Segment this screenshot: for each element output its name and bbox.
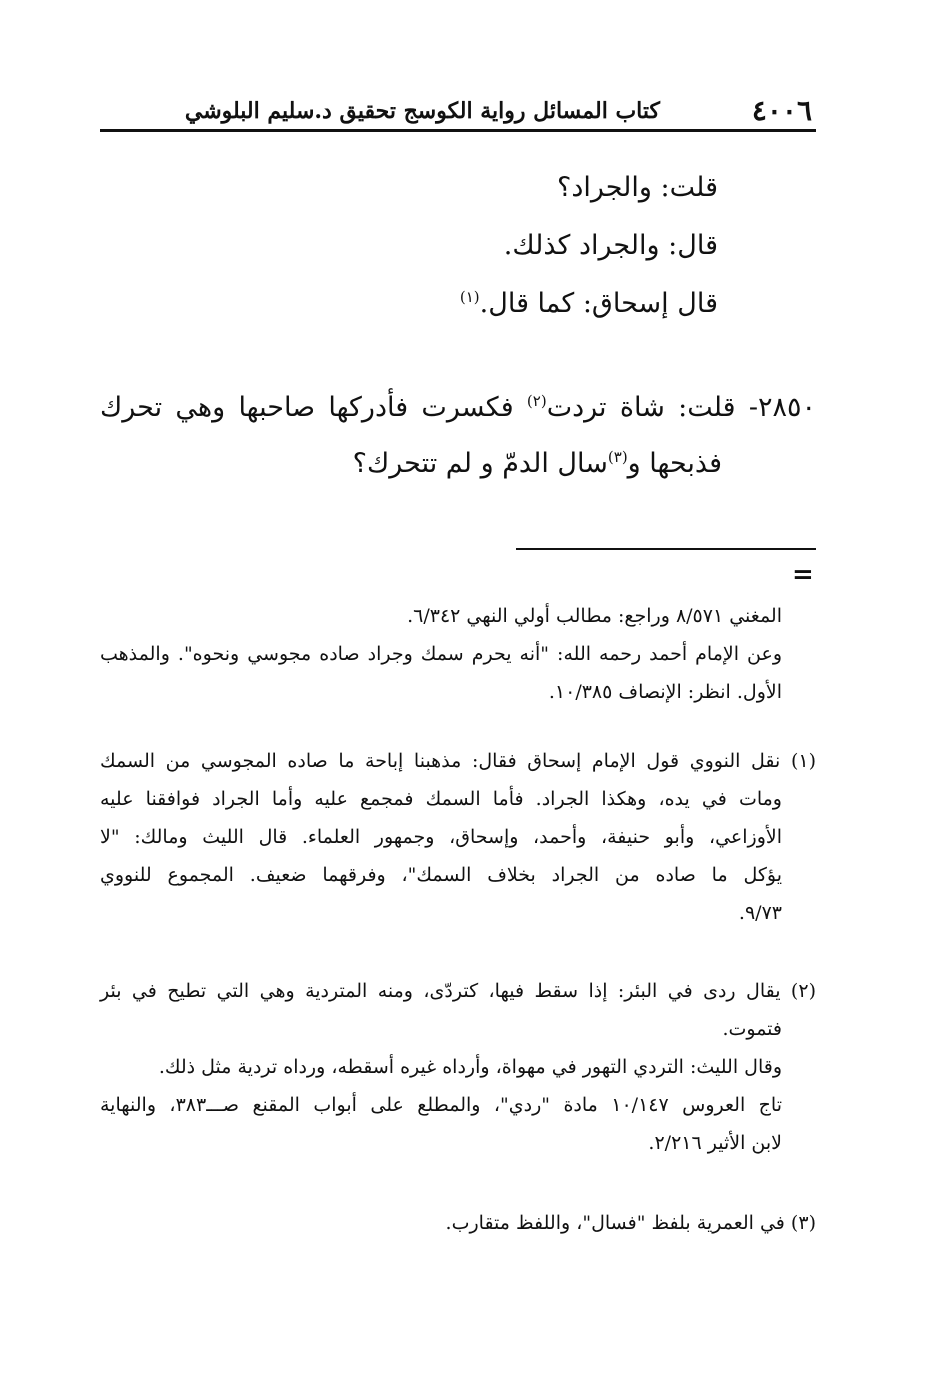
question-part-3: فذبحها و (627, 448, 722, 479)
question-line-2 (100, 436, 816, 492)
footnote-3-line-1: (٣) في العمرية بلفظ "فسال"، واللفظ متقارب. (445, 1212, 816, 1234)
footnote-2-line-4: تاج العروس ١٠/١٤٧ مادة "ردي"، والمطلع على أبواب المقنع صـــ٣٨٣، والنهاية (100, 1094, 782, 1116)
footnote-rule (516, 548, 816, 550)
main-line-3-text: قال إسحاق: كما قال. (479, 288, 718, 319)
footnote-2-line-5: لابن الأثير ٢/٢١٦. (648, 1132, 782, 1154)
footnote-1-line-4: يؤكل ما صاده من الجراد بخلاف السمك"، وفرقهما ضعيف. المجموع للنووي (100, 864, 782, 886)
footnote-1-line-2: ومات في يده، وهكذا الجراد. فأما السمك فمجمع عليه وأما الجراد فوافقنا عليه (100, 788, 782, 810)
footnote-ref-1: (١) (459, 288, 480, 306)
question-line-1 (100, 380, 816, 436)
footnote-cont-line-3: الأول. انظر: الإنصاف ١٠/٣٨٥. (548, 681, 782, 703)
footnote-cont-line-2: وعن الإمام أحمد رحمه الله: "أنه يحرم سمك وجراد صاده مجوسي ونحوه". والمذهب (100, 643, 782, 665)
footnote-ref-2: (٢) (526, 392, 547, 410)
footnote-2-line-1: (٢) يقال ردى في البئر: إذا سقط فيها، كتردّى، ومنه المتردية وهي التي تطيح في بئر (100, 980, 816, 1002)
running-title: كتاب المسائل رواية الكوسج تحقيق د.سليم البلوشي (184, 98, 660, 124)
page-number: ٤٠٠٦ (751, 94, 812, 127)
main-line-3 (460, 284, 718, 324)
page-header (100, 88, 816, 132)
footnote-2-line-2: فتموت. (722, 1018, 782, 1040)
header-rule (100, 129, 816, 132)
main-line-2: قال: والجراد كذلك. (503, 230, 718, 261)
footnote-3 (100, 1204, 816, 1242)
footnote-1 (100, 742, 816, 932)
continuation-mark: = (792, 560, 814, 590)
question-2850 (100, 380, 816, 492)
footnote-ref-3: (٣) (607, 448, 628, 466)
question-part-4: سال الدمّ و لم تتحرك؟ (352, 448, 608, 479)
footnote-2 (100, 972, 816, 1162)
footnote-continuation (100, 597, 816, 711)
question-part-1: ٢٨٥٠- قلت: شاة تردت (546, 392, 816, 423)
question-part-2: فكسرت فأدركها صاحبها وهي تحرك (100, 392, 527, 423)
footnote-1-line-5: ٩/٧٣. (738, 902, 782, 924)
main-line-1: قلت: والجراد؟ (557, 172, 718, 203)
footnote-1-line-1: (١) نقل النووي قول الإمام إسحاق فقال: مذهبنا إباحة ما صاده المجوسي من السمك (100, 750, 816, 772)
footnote-1-line-3: الأوزاعي، وأبو حنيفة، وأحمد، وإسحاق، وجمهور العلماء. قال الليث ومالك: "لا (100, 826, 782, 848)
footnote-2-line-3: وقال الليث: التردي التهور في مهواة، وأرداه غيره أسقطه، ورداه تردية مثل ذلك. (158, 1056, 782, 1078)
footnote-cont-line-1: المغني ٨/٥٧١ وراجع: مطالب أولي النهي ٦/٣٤٢. (407, 605, 782, 627)
